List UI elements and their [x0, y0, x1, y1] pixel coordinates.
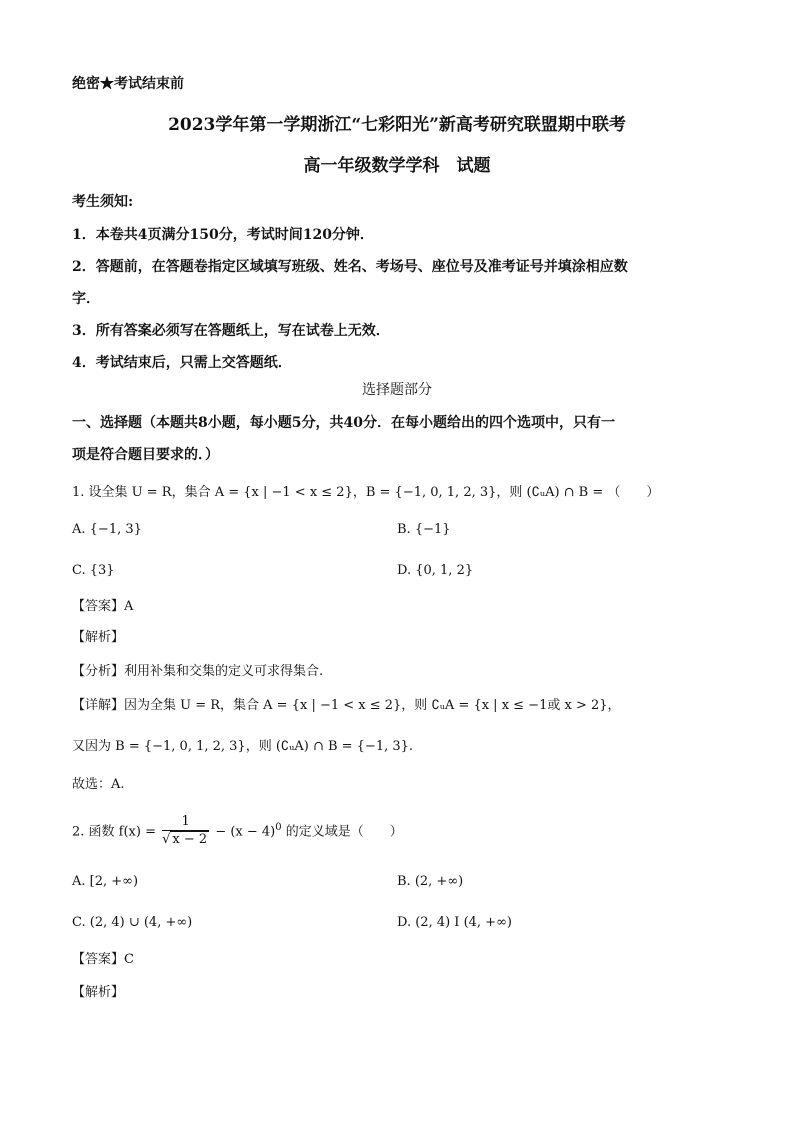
q2-option-d: D. (2, 4) I (4, +∞) — [397, 915, 512, 930]
q1-option-b: B. {−1} — [397, 522, 451, 537]
q2-fraction-denominator: √ x − 2 — [162, 832, 208, 848]
part-heading-line2: 项是符合题目要求的．） — [72, 447, 219, 463]
instruction-item: 2．答题前，在答题卷指定区域填写班级、姓名、考场号、座位号及准考证号并填涂相应数 — [72, 259, 628, 275]
q2-analysis-tag: 【解析】 — [72, 985, 125, 1000]
q2-exponent: 0 — [275, 822, 282, 833]
q2-stem — [72, 810, 403, 850]
exam-subtitle: 高一年级数学学科 试题 — [303, 156, 491, 176]
q2-option-b: B. (2, +∞) — [397, 874, 464, 889]
q1-detail-line2: 又因为 B = {−1, 0, 1, 2, 3}，则 (∁ᵤA) ∩ B = {−1, 3}. — [72, 739, 414, 754]
section-title: 选择题部分 — [362, 382, 432, 398]
instruction-item: 3．所有答案必须写在答题纸上，写在试卷上无效． — [72, 323, 390, 339]
instructions-heading: 考生须知: — [72, 194, 134, 210]
q2-stem-tail: 的定义域是（ ） — [281, 824, 403, 840]
q2-fraction — [162, 814, 209, 849]
q1-stem: 1. 设全集 U = R，集合 A = {x | −1 < x ≤ 2}，B = {−1, 0, 1, 2, 3}，则 (∁ᵤA) ∩ B = （ ） — [72, 485, 660, 500]
q1-analysis-summary: 【分析】利用补集和交集的定义可求得集合. — [72, 664, 324, 679]
instruction-item: 1．本卷共4页满分150分，考试时间120分钟． — [72, 227, 374, 243]
q2-stem-suffix: − (x − 4) — [215, 824, 276, 840]
q2-option-c: C. (2, 4) ∪ (4, +∞) — [72, 915, 193, 930]
q1-choice: 故选：A. — [72, 777, 125, 792]
q1-option-d: D. {0, 1, 2} — [397, 563, 474, 578]
q1-analysis-tag: 【解析】 — [72, 630, 125, 645]
q2-fraction-numerator: 1 — [162, 814, 209, 831]
secret-label: 绝密★考试结束前 — [72, 76, 184, 92]
q1-answer: 【答案】A — [72, 599, 134, 614]
q2-answer: 【答案】C — [72, 952, 134, 967]
q1-option-a: A. {−1, 3} — [72, 522, 142, 537]
q2-stem-prefix: 2. 函数 f(x) = — [72, 824, 156, 840]
q1-option-c: C. {3} — [72, 563, 115, 578]
exam-title: 2023学年第一学期浙江“七彩阳光”新高考研究联盟期中联考 — [168, 115, 626, 135]
q2-radicand: x − 2 — [172, 832, 208, 848]
part-heading-line1: 一、选择题（本题共8小题，每小题5分，共40分．在每小题给出的四个选项中，只有一 — [72, 415, 615, 431]
instruction-item: 字． — [72, 291, 100, 307]
q2-option-a: A. [2, +∞) — [72, 874, 139, 889]
instruction-item: 4．考试结束后，只需上交答题纸． — [72, 355, 292, 371]
q1-detail-line1: 【详解】因为全集 U = R，集合 A = {x | −1 < x ≤ 2}，则 ∁ᵤA = {x | x ≤ −1或 x > 2}， — [72, 698, 621, 713]
